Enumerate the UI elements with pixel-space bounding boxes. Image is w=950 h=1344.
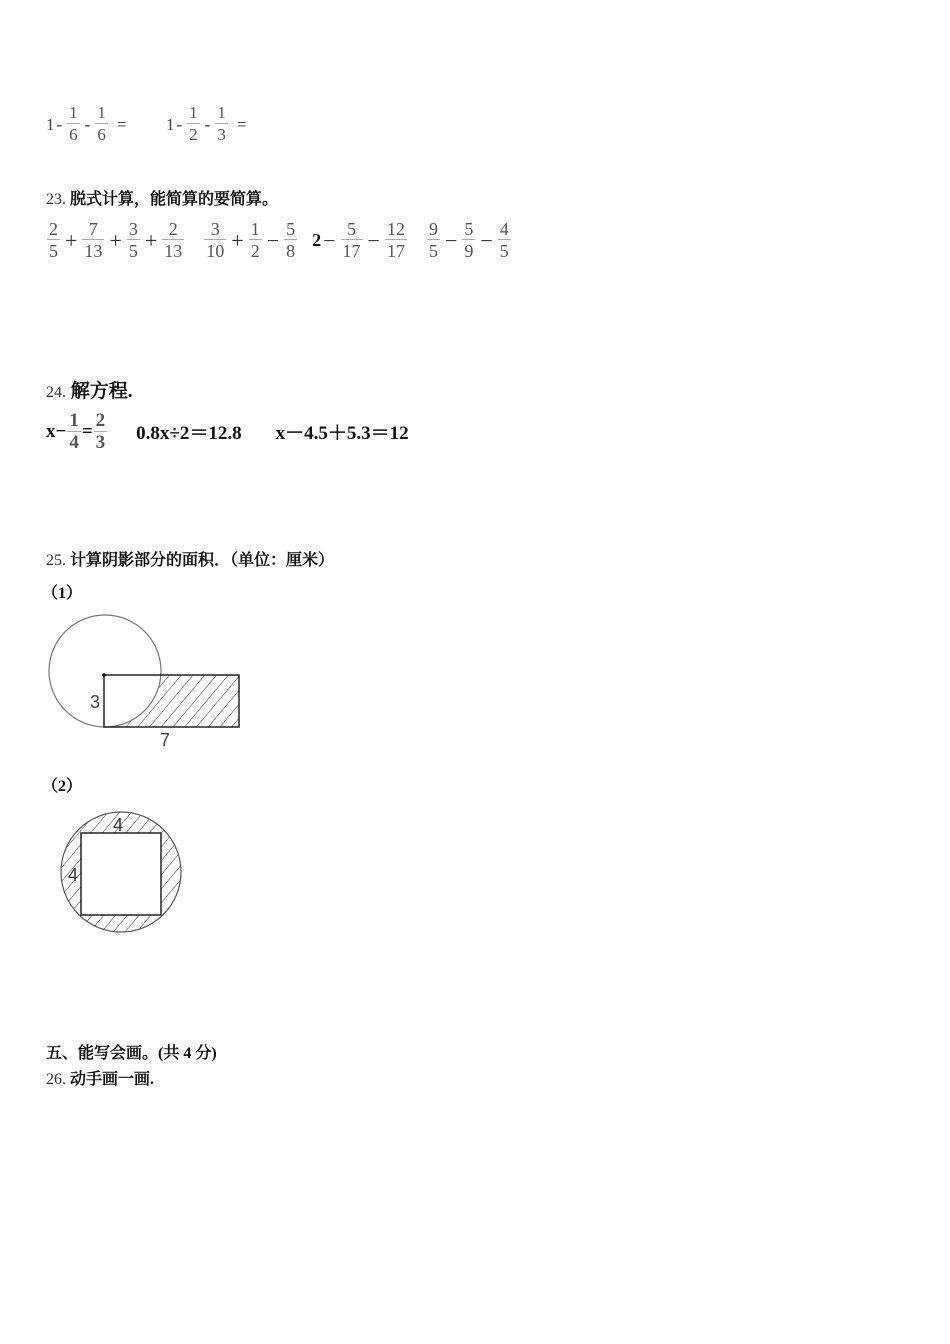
fraction xyxy=(498,219,511,262)
fraction xyxy=(427,219,440,262)
operator: − xyxy=(55,420,67,442)
denominator: 13 xyxy=(84,241,103,261)
numerator: 1 xyxy=(189,103,198,122)
numerator: 1 xyxy=(217,103,226,122)
fraction xyxy=(127,219,140,262)
numerator: 2 xyxy=(168,219,178,239)
denominator: 5 xyxy=(499,241,509,261)
denominator: 3 xyxy=(95,432,106,453)
height-label: 3 xyxy=(90,692,101,712)
fraction xyxy=(341,219,363,262)
question-number: 25. xyxy=(46,552,66,569)
operator: - xyxy=(84,114,91,134)
equals: = xyxy=(81,420,93,442)
fraction xyxy=(187,103,200,146)
numerator: 5 xyxy=(347,219,357,239)
denominator: 17 xyxy=(342,241,361,261)
numerator: 3 xyxy=(210,219,220,239)
numerator: 4 xyxy=(499,219,509,239)
figure-2-circle-square xyxy=(55,805,195,940)
numerator: 1 xyxy=(69,103,78,122)
q23-expressions xyxy=(44,219,514,262)
operator: - xyxy=(176,114,183,134)
equals: = xyxy=(116,114,127,134)
operator: + xyxy=(231,227,244,253)
operator: + xyxy=(144,227,158,253)
equation-2: 0.8x÷2＝12.8 xyxy=(136,423,242,444)
denominator: 5 xyxy=(428,241,438,261)
equals: = xyxy=(236,114,247,134)
denominator: 5 xyxy=(128,241,138,261)
square xyxy=(81,833,161,915)
denominator: 6 xyxy=(97,125,106,144)
question-number: 24. xyxy=(46,384,66,401)
question-title: 解方程. xyxy=(70,381,133,402)
numerator: 5 xyxy=(286,219,296,239)
part-2-label: （2） xyxy=(42,778,83,795)
denominator: 2 xyxy=(250,241,260,261)
numerator: 9 xyxy=(428,219,438,239)
denominator: 10 xyxy=(206,241,225,261)
variable: x xyxy=(46,420,56,442)
denominator: 2 xyxy=(189,125,198,144)
question-26-heading xyxy=(46,1066,154,1089)
width-label: 7 xyxy=(160,730,171,750)
expression-1-minus-1-6-minus-1-6 xyxy=(46,103,128,146)
denominator: 3 xyxy=(217,125,226,144)
question-number: 26. xyxy=(46,1071,66,1088)
section-5-heading: 五、能写会画。(共 4 分) xyxy=(46,1045,217,1062)
fraction xyxy=(82,219,104,262)
term: 1 xyxy=(166,114,175,134)
denominator: 6 xyxy=(69,125,78,144)
operator: − xyxy=(323,227,336,253)
question-25-heading xyxy=(46,547,334,570)
center-point xyxy=(102,673,106,677)
q24-equations xyxy=(46,410,409,453)
top-label: 4 xyxy=(113,815,124,835)
denominator: 9 xyxy=(464,241,474,261)
fraction xyxy=(249,219,262,262)
term: 1 xyxy=(46,114,55,134)
fraction xyxy=(95,103,108,146)
operator: − xyxy=(480,227,493,253)
fraction xyxy=(67,103,80,146)
circle xyxy=(49,615,161,727)
operator: − xyxy=(266,227,280,253)
denominator: 8 xyxy=(286,241,296,261)
operator: + xyxy=(109,227,122,253)
fraction xyxy=(162,219,184,262)
denominator: 17 xyxy=(386,241,405,261)
denominator: 5 xyxy=(49,241,58,261)
question-title: 动手画一画. xyxy=(70,1071,155,1088)
numerator: 7 xyxy=(88,219,98,239)
question-title: 计算阴影部分的面积．（单位：厘米） xyxy=(70,552,335,569)
fraction xyxy=(385,219,407,262)
fraction xyxy=(94,410,108,453)
fraction xyxy=(67,410,81,453)
numerator: 12 xyxy=(386,219,405,239)
numerator: 1 xyxy=(69,410,79,431)
fraction xyxy=(204,219,226,262)
side-label: 4 xyxy=(68,865,79,885)
numerator: 3 xyxy=(128,219,138,239)
figure-1-circle-rectangle xyxy=(40,605,260,755)
question-number: 23. xyxy=(46,191,66,208)
numerator: 1 xyxy=(97,103,106,122)
operator: - xyxy=(204,114,211,134)
operator: − xyxy=(367,227,380,253)
operator: − xyxy=(444,227,458,253)
fraction xyxy=(47,219,60,262)
fraction xyxy=(462,219,475,262)
fraction xyxy=(284,219,297,262)
denominator: 4 xyxy=(69,432,79,453)
equation-3: x－4.5＋5.3＝12 xyxy=(275,423,409,444)
term: 2 xyxy=(312,230,322,250)
part-1-label: （1） xyxy=(42,585,83,602)
question-23-heading xyxy=(46,186,278,209)
fraction xyxy=(215,103,228,146)
numerator: 1 xyxy=(250,219,260,239)
numerator: 2 xyxy=(95,410,106,431)
question-title: 脱式计算，能简算的要简算。 xyxy=(70,191,279,208)
numerator: 2 xyxy=(49,219,58,239)
question-24-heading xyxy=(46,376,133,403)
operator: + xyxy=(65,227,78,253)
expression-1-minus-1-2-minus-1-3 xyxy=(166,103,248,146)
denominator: 13 xyxy=(164,241,183,261)
numerator: 5 xyxy=(464,219,474,239)
operator: - xyxy=(56,114,63,134)
